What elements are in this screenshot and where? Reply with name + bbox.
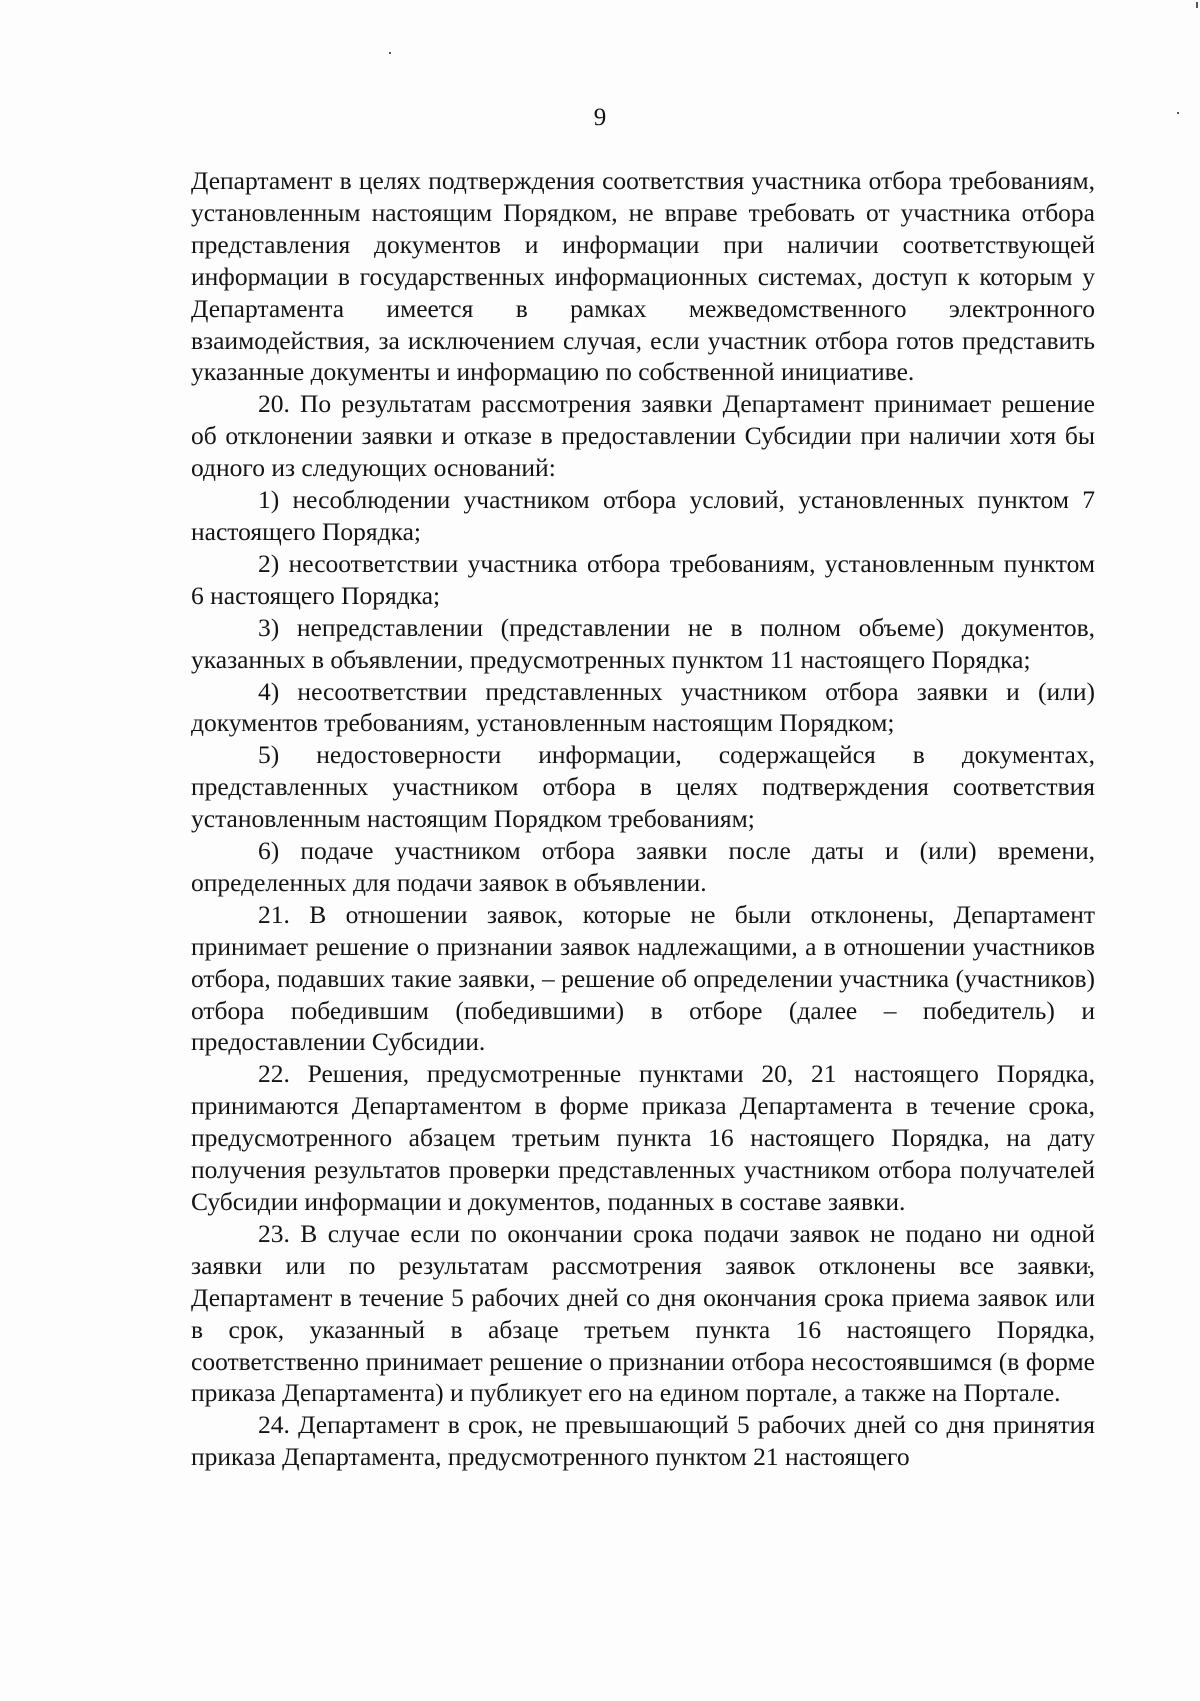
list-item-20-2: 2) несоответствии участника отбора требованиям, установленным пунктом 6 настоящего Порядка; <box>191 548 1095 610</box>
scan-speck <box>1196 2 1198 8</box>
paragraph-24: 24. Департамент в срок, не превышающий 5 рабочих дней со дня принятия приказа Департамента, предусмотренного пунктом 21 настоящего <box>191 1410 1095 1472</box>
list-item-20-5: 5) недостоверности информации, содержащейся в документах, представленных участником отбора в целях подтверждения соответствия установленным настоящим Порядком требованиям; <box>191 740 1095 834</box>
list-item-20-4: 4) несоответствии представленных участником отбора заявки и (или) документов требованиям, установленным настоящим Порядком; <box>191 676 1095 738</box>
document-body <box>191 165 1095 1473</box>
paragraph-intro: Департамент в целях подтверждения соответствия участника отбора требованиям, установленным настоящим Порядком, не вправе требовать от участника отбора представления документов и информации при наличии соответствующей информации в государственных информационных системах, доступ к которым у Департамента имеется в рамках межведомственного электронного взаимодействия, за исключением случая, если участник отбора готов представить указанные документы и информацию по собственной инициативе. <box>191 166 1095 387</box>
list-item-20-6: 6) подаче участником отбора заявки после даты и (или) времени, определенных для подачи заявок в объявлении. <box>191 836 1095 897</box>
paragraph-20: 20. По результатам рассмотрения заявки Департамент принимает решение об отклонении заявки и отказе в предоставлении Субсидии при наличии хотя бы одного из следующих оснований: <box>191 389 1095 483</box>
page-number: 9 <box>593 104 607 131</box>
list-item-20-3: 3) непредставлении (представлении не в полном объеме) документов, указанных в объявлении, предусмотренных пунктом 11 настоящего Порядка; <box>191 612 1095 674</box>
paragraph-23: 23. В случае если по окончании срока подачи заявок не подано ни одной заявки или по результатам рассмотрения заявок отклонены все заявки, Департамент в течение 5 рабочих дней со дня окончания срока приема заявок или в срок, указанный в абзаце третьем пункта 16 настоящего Порядка, соответственно принимает решение о признании отбора несостоявшимся (в форме приказа Департамента) и публикует его на едином портале, а также на Портале. <box>191 1218 1095 1408</box>
list-item-20-1: 1) несоблюдении участником отбора условий, установленных пунктом 7 настоящего Порядка; <box>191 485 1095 546</box>
scan-speck <box>389 52 391 54</box>
paragraph-21: 21. В отношении заявок, которые не были отклонены, Департамент принимает решение о признании заявок надлежащими, а в отношении участников отбора, подавших такие заявки, – решение об определении участника (участников) отбора победившим (победившими) в отборе (далее – победитель) и предоставлении Субсидии. <box>191 899 1095 1057</box>
paragraph-22: 22. Решения, предусмотренные пунктами 20, 21 настоящего Порядка, принимаются Департаментом в форме приказа Департамента в течение срока, предусмотренного абзацем третьим пункта 16 настоящего Порядка, на дату получения результатов проверки представленных участником отбора получателей Субсидии информации и документов, поданных в составе заявки. <box>191 1059 1095 1216</box>
